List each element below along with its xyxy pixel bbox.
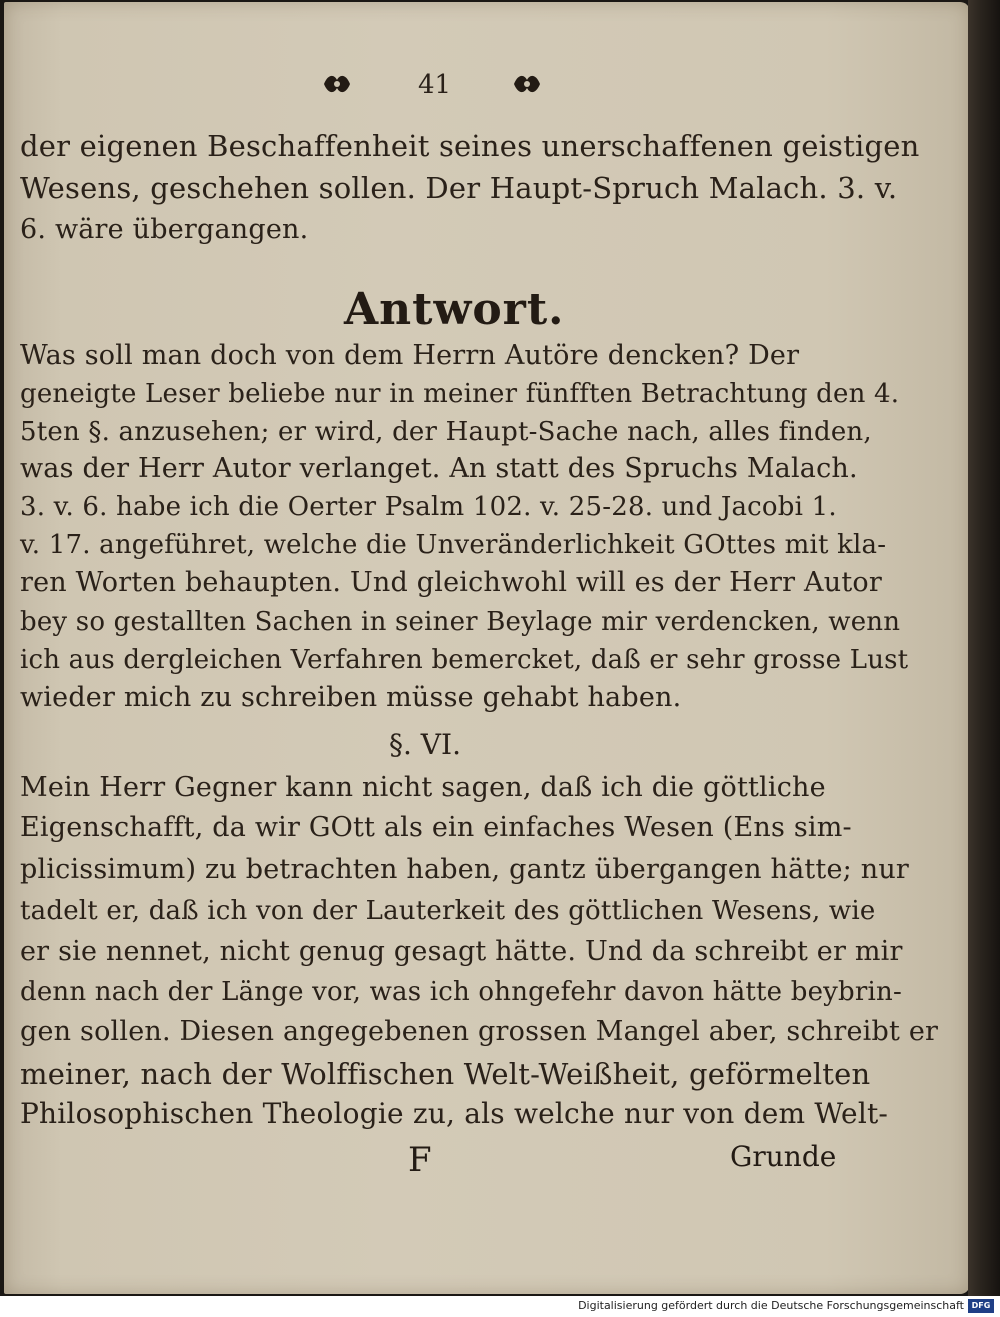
text-line: gen sollen. Diesen angegebenen grossen Mangel aber, schreibt er <box>20 1016 939 1047</box>
text-line: tadelt er, daß ich von der Lauterkeit des göttlichen Wesens, wie <box>20 896 876 926</box>
dfg-logo: DFG <box>968 1299 994 1313</box>
text-line: Mein Herr Gegner kann nicht sagen, daß ich die göttliche <box>20 772 826 803</box>
text-line: er sie nennet, nicht genug gesagt hätte. Und da schreibt er mir <box>20 936 903 967</box>
text-line: 3. v. 6. habe ich die Oerter Psalm 102. v. 25-28. und Jacobi 1. <box>20 492 837 522</box>
catchword: Grunde <box>730 1140 837 1173</box>
footer-bar <box>0 1296 1000 1317</box>
text-line: der eigenen Beschaffenheit seines unerschaffenen geistigen <box>20 129 920 163</box>
page-number: 41 <box>418 70 452 100</box>
text-line: Was soll man doch von dem Herrn Autöre dencken? Der <box>20 340 800 371</box>
text-line: ren Worten behaupten. Und gleichwohl will es der Herr Autor <box>20 567 882 598</box>
text-line: 5ten §. anzusehen; er wird, der Haupt-Sache nach, alles finden, <box>20 417 872 447</box>
section-mark: §. VI. <box>389 728 461 761</box>
text-line: ich aus dergleichen Verfahren bemercket, daß er sehr grosse Lust <box>20 645 909 675</box>
text-line: meiner, nach der Wolffischen Welt-Weißheit, geförmelten <box>20 1057 871 1091</box>
text-line: v. 17. angeführet, welche die Unveränderlichkeit GOttes mit kla- <box>20 530 887 560</box>
funding-note: Digitalisierung gefördert durch die Deutsche Forschungsgemeinschaft <box>578 1299 964 1312</box>
text-line: wieder mich zu schreiben müsse gehabt haben. <box>20 682 682 713</box>
text-line: geneigte Leser beliebe nur in meiner fünfften Betrachtung den 4. <box>20 379 900 409</box>
text-line: 6. wäre übergangen. <box>20 214 309 245</box>
left-ornament-icon <box>320 70 354 98</box>
page-header <box>300 66 570 106</box>
text-line: bey so gestallten Sachen in seiner Beylage mir verdencken, wenn <box>20 607 901 637</box>
text-line: Philosophischen Theologie zu, als welche nur von dem Welt- <box>20 1097 889 1130</box>
right-ornament-icon <box>510 70 544 98</box>
page-fore-edge <box>968 0 1000 1296</box>
signature-mark: F <box>408 1140 432 1180</box>
text-line: denn nach der Länge vor, was ich ohngefehr davon hätte beybrin- <box>20 977 902 1007</box>
text-line: was der Herr Autor verlanget. An statt des Spruchs Malach. <box>20 453 858 484</box>
text-line: plicissimum) zu betrachten haben, gantz übergangen hätte; nur <box>20 854 910 885</box>
text-line: Eigenschafft, da wir GOtt als ein einfaches Wesen (Ens sim- <box>20 812 852 843</box>
text-line: Wesens, geschehen sollen. Der Haupt-Spruch Malach. 3. v. <box>20 171 898 205</box>
section-heading: Antwort. <box>344 284 565 335</box>
